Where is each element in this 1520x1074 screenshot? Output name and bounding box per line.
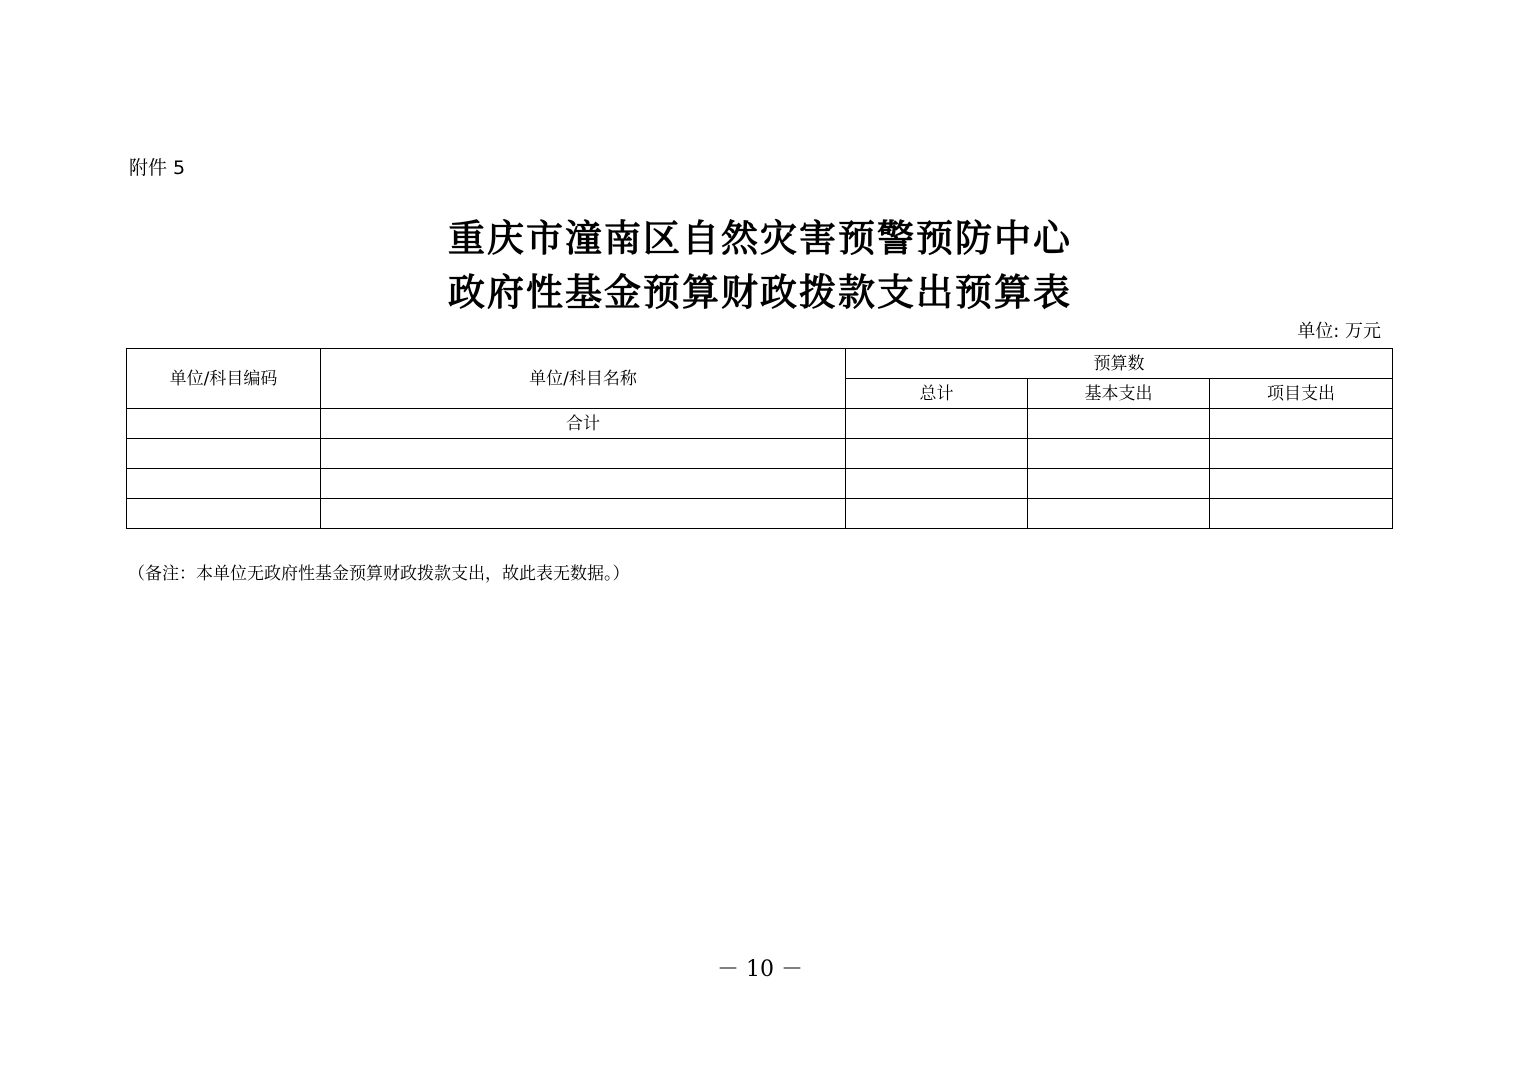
cell-basic [1028,499,1210,529]
table-row [127,439,1393,469]
page-title-line-2: 政府性基金预算财政拨款支出预算表 [448,271,1072,314]
budget-table [126,348,1393,529]
header-name: 单位/科目名称 [321,349,846,409]
cell-project [1210,439,1393,469]
cell-name [321,499,846,529]
cell-total [846,499,1028,529]
table-note: （备注：本单位无政府性基金预算财政拨款支出，故此表无数据。） [128,564,630,584]
table-row [127,499,1393,529]
table-row [127,409,1393,439]
table-header-row [127,349,1393,379]
cell-name [321,469,846,499]
cell-code [127,499,321,529]
cell-code [127,409,321,439]
cell-project [1210,409,1393,439]
cell-total [846,409,1028,439]
cell-basic [1028,469,1210,499]
cell-name: 合计 [321,409,846,439]
header-project: 项目支出 [1210,379,1393,409]
page-number: － 10 － [717,957,803,982]
page-title-line-1: 重庆市潼南区自然灾害预警预防中心 [448,217,1072,260]
header-budget-group: 预算数 [846,349,1393,379]
cell-basic [1028,439,1210,469]
cell-total [846,469,1028,499]
unit-label: 单位: 万元 [1297,321,1381,342]
cell-name [321,439,846,469]
cell-total [846,439,1028,469]
cell-project [1210,469,1393,499]
table-row [127,469,1393,499]
attachment-label: 附件 5 [129,157,186,179]
cell-code [127,439,321,469]
header-code: 单位/科目编码 [127,349,321,409]
cell-project [1210,499,1393,529]
header-basic: 基本支出 [1028,379,1210,409]
header-total: 总计 [846,379,1028,409]
cell-basic [1028,409,1210,439]
cell-code [127,469,321,499]
